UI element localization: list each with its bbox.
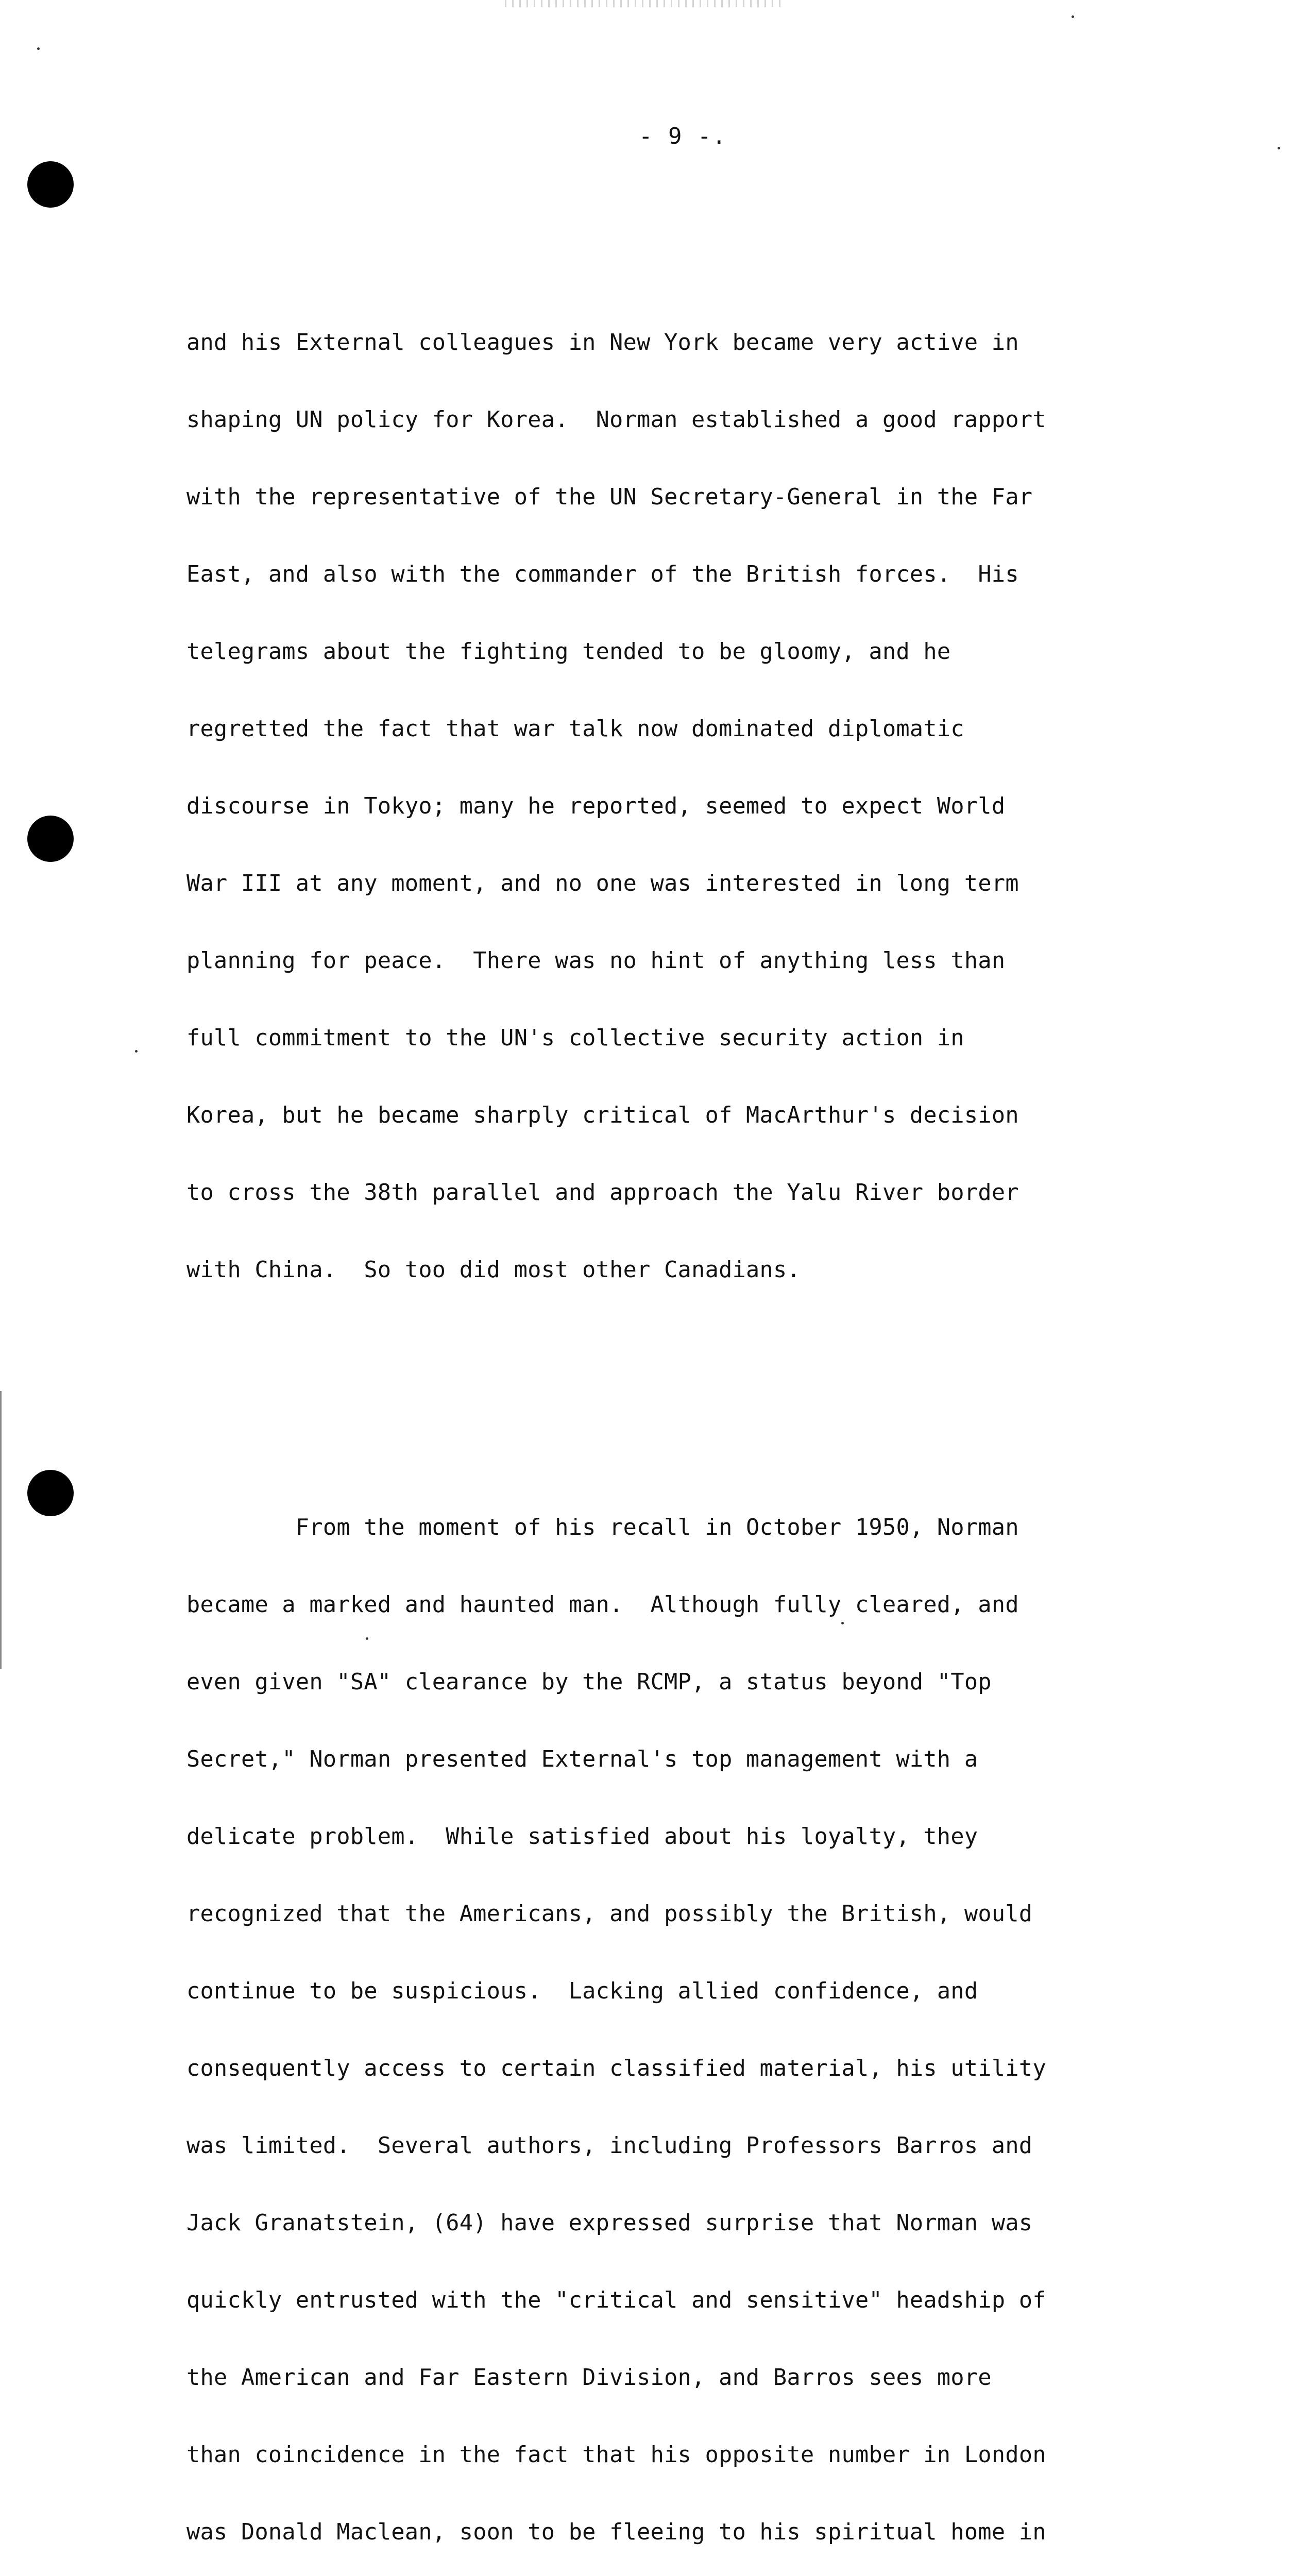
- text-line: regretted the fact that war talk now dominated diplomatic: [186, 716, 964, 742]
- body-text: [186, 227, 1217, 2576]
- text-line: and his External colleagues in New York became very active in: [186, 330, 1019, 355]
- text-line: War III at any moment, and no one was interested in long term: [186, 871, 1019, 896]
- text-line: became a marked and haunted man. Although fully cleared, and: [186, 1592, 1019, 1618]
- text-line: Jack Granatstein, (64) have expressed surprise that Norman was: [186, 2210, 1033, 2236]
- paragraph-2: [186, 1463, 1217, 2576]
- text-line: was limited. Several authors, including Professors Barros and: [186, 2133, 1033, 2159]
- text-line: discourse in Tokyo; many he reported, seemed to expect World: [186, 793, 1006, 819]
- punch-hole-top: [27, 161, 74, 208]
- text-line: the American and Far Eastern Division, and Barros sees more: [186, 2365, 992, 2391]
- text-line: delicate problem. While satisfied about his loyalty, they: [186, 1824, 978, 1850]
- punch-hole-middle: [27, 816, 74, 862]
- text-line: shaping UN policy for Korea. Norman established a good rapport: [186, 407, 1046, 433]
- text-line: telegrams about the fighting tended to be gloomy, and he: [186, 639, 951, 665]
- text-line: quickly entrusted with the "critical and sensitive" headship of: [186, 2287, 1046, 2313]
- text-line: to cross the 38th parallel and approach the Yalu River border: [186, 1180, 1019, 1206]
- paragraph-gap: [186, 1386, 1217, 1412]
- scan-artifact: [505, 0, 783, 7]
- text-line: continue to be suspicious. Lacking allied confidence, and: [186, 1978, 978, 2004]
- scan-speck: [1278, 147, 1280, 149]
- text-line: planning for peace. There was no hint of anything less than: [186, 948, 1006, 974]
- text-line: was Donald Maclean, soon to be fleeing to his spiritual home in: [186, 2519, 1046, 2545]
- paragraph-1: [186, 278, 1217, 1334]
- text-line: with the representative of the UN Secretary-General in the Far: [186, 484, 1033, 510]
- scan-speck: [37, 47, 40, 50]
- scan-edge-mark: [0, 1391, 2, 1669]
- text-line: with China. So too did most other Canadians.: [186, 1257, 801, 1283]
- text-line: Korea, but he became sharply critical of MacArthur's decision: [186, 1103, 1019, 1128]
- page-number: - 9 -.: [639, 123, 727, 149]
- text-line: Secret," Norman presented External's top management with a: [186, 1747, 978, 1772]
- text-line: full commitment to the UN's collective security action in: [186, 1025, 964, 1051]
- text-line: consequently access to certain classified material, his utility: [186, 2056, 1046, 2081]
- text-line: recognized that the Americans, and possibly the British, would: [186, 1901, 1033, 1927]
- punch-hole-bottom: [27, 1470, 74, 1516]
- scan-speck: [1072, 15, 1074, 18]
- text-line: than coincidence in the fact that his opposite number in London: [186, 2442, 1046, 2468]
- text-line: East, and also with the commander of the British forces. His: [186, 562, 1019, 587]
- scan-speck: [135, 1050, 138, 1053]
- text-line: From the moment of his recall in October 1950, Norman: [186, 1515, 1019, 1540]
- text-line: even given "SA" clearance by the RCMP, a status beyond "Top: [186, 1669, 992, 1695]
